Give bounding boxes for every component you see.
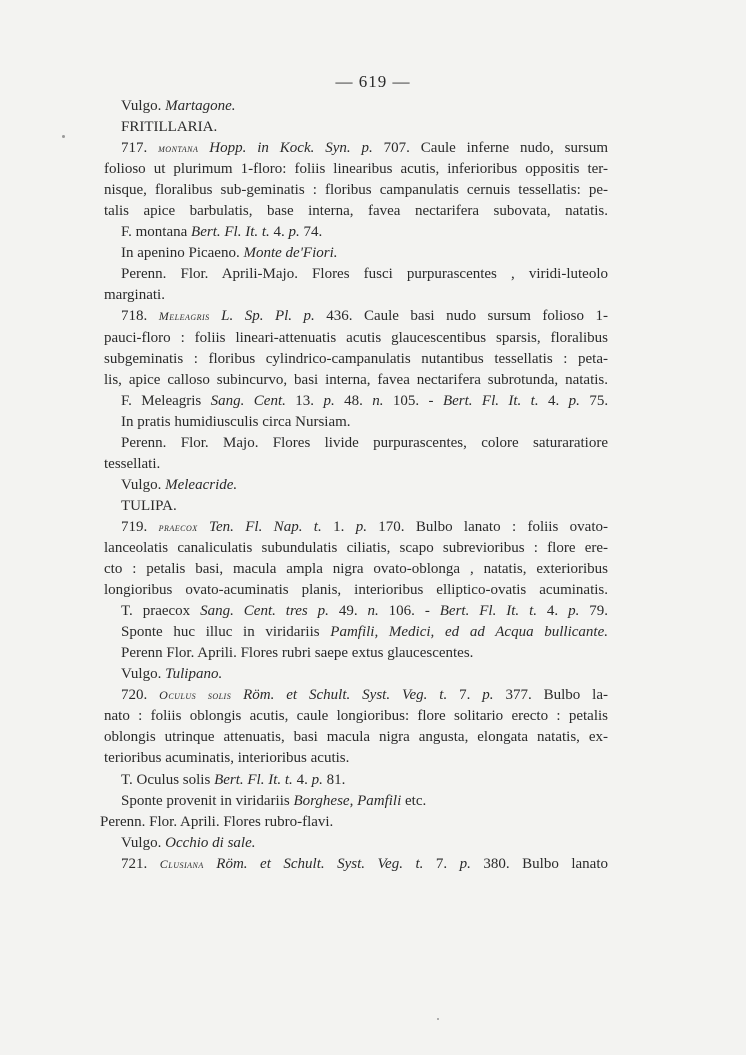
species-name: Oculus solis (159, 688, 232, 703)
text-line (104, 370, 608, 391)
text-run: 4. (296, 771, 312, 788)
italic-text: Monte de'Fiori. (243, 245, 338, 262)
text-run: Sponte provenit in viridariis (121, 792, 294, 809)
text-run: 718. (121, 308, 159, 325)
italic-text: p. (482, 687, 506, 704)
text-line (104, 96, 608, 117)
italic-text: L. Sp. Pl. p. (209, 308, 327, 325)
text-run: pauci-floro : foliis lineari-attenuatis acutis glaucescentibus sparsis, floralibus (104, 329, 608, 346)
text-run: 707. Caule inferne nudo, sursum (383, 140, 608, 157)
text-run: 7. (435, 855, 460, 872)
text-line (104, 580, 608, 601)
text-run: 7. (459, 687, 483, 704)
text-run: Vulgo. (121, 666, 166, 683)
italic-text: p. (355, 518, 379, 535)
text-run: FRITILLARIA. (121, 119, 218, 136)
text-line (104, 748, 608, 769)
text-line (104, 559, 608, 580)
text-run: 74. (303, 224, 323, 241)
text-line (104, 475, 608, 496)
species-name: Clusiana (159, 856, 204, 871)
text-run: cto : petalis basi, macula ampla nigra ovato-oblonga , natatis, exterioribus (104, 561, 608, 578)
italic-text: Hopp. in Kock. Syn. p. (198, 140, 384, 157)
text-run: 48. (344, 392, 373, 409)
text-run: 380. Bulbo lanato (483, 855, 608, 872)
text-line (104, 643, 608, 664)
text-line (104, 306, 608, 327)
text-line (104, 349, 608, 370)
species-name: montana (158, 141, 199, 156)
text-line (104, 622, 608, 643)
text-run: nisque, floralibus sub-geminatis : floribus campanulatis cernuis tessellatis: pe- (104, 182, 608, 199)
text-run: 81. (326, 771, 346, 788)
text-run: 75. (589, 392, 608, 409)
text-line (104, 391, 608, 412)
italic-text: n. (367, 603, 389, 620)
text-run: 719. (121, 518, 159, 535)
text-run: Vulgo. (121, 834, 166, 851)
italic-text: p. (568, 392, 590, 409)
text-run: Sponte huc illuc in viridariis (121, 624, 331, 641)
text-run: 4. (273, 224, 289, 241)
text-run: Perenn Flor. Aprili. Flores rubri saepe extus glaucescentes. (121, 645, 474, 662)
italic-text: Tulipano. (165, 666, 223, 683)
italic-text: Pamfili, Medici, ed ad Acqua bullicante. (330, 624, 608, 641)
italic-text: Martagone. (165, 98, 236, 114)
species-name: praecox (158, 519, 198, 534)
text-run: terioribus acuminatis, interioribus acutis. (104, 750, 350, 767)
text-line (104, 496, 608, 517)
text-line (104, 243, 608, 264)
text-line (104, 833, 608, 854)
text-line (100, 812, 608, 833)
text-run: T. praecox (121, 603, 201, 620)
text-run: F. Meleagris (121, 392, 211, 409)
text-line (104, 538, 608, 559)
text-line (104, 685, 608, 706)
italic-text: n. (372, 392, 393, 409)
text-run: lis, apice calloso subincurvo, basi interna, favea nectarifera subrotunda, natatis. (104, 371, 608, 388)
text-line (104, 285, 608, 306)
text-run: Vulgo. (121, 476, 166, 493)
text-line (104, 706, 608, 727)
text-run: 377. Bulbo la- (505, 687, 608, 704)
text-line (104, 412, 608, 433)
scan-speck (437, 1018, 439, 1020)
text-line (104, 517, 608, 538)
text-line (104, 201, 608, 222)
italic-text: Röm. et Schult. Syst. Veg. t. (231, 687, 460, 704)
text-run: 436. Caule basi nudo sursum folioso 1- (326, 308, 608, 325)
text-line (104, 664, 608, 685)
text-run: TULIPA. (121, 497, 177, 514)
text-run: longioribus ovato-acuminatis planis, interioribus elliptico-ovatis acuminatis. (104, 582, 608, 599)
italic-text: Meleacride. (165, 476, 238, 493)
text-run: 106. - (388, 603, 440, 620)
italic-text: p. (323, 392, 345, 409)
text-line (104, 791, 608, 812)
scan-speck (62, 135, 65, 138)
italic-text: p. (311, 771, 327, 788)
text-run: 721. (121, 855, 160, 872)
text-line (104, 264, 608, 285)
species-name: Meleagris (158, 309, 210, 324)
text-run: marginati. (104, 287, 165, 304)
text-run: etc. (401, 792, 427, 809)
text-run: 717. (121, 140, 159, 157)
italic-text: Bert. Fl. It. t. (191, 224, 274, 241)
text-run: 105. - (392, 392, 443, 409)
italic-text: Sang. Cent. tres p. (200, 603, 339, 620)
italic-text: Röm. et Schult. Syst. Veg. t. (203, 855, 436, 872)
text-run: nato : foliis oblongis acutis, caule longioribus: flore solitario erecto : petalis (104, 708, 608, 725)
text-run: 1. (333, 518, 356, 535)
text-run: 720. (121, 687, 160, 704)
text-line (104, 138, 608, 159)
text-run: 4. (548, 392, 569, 409)
text-line (104, 601, 608, 622)
italic-text: p. (288, 224, 304, 241)
italic-text: Borghese, Pamfili (293, 792, 402, 809)
text-line (104, 328, 608, 349)
italic-text: Sang. Cent. (210, 392, 296, 409)
text-line (104, 770, 608, 791)
text-run: 79. (589, 603, 608, 620)
text-run: subgeminatis : floribus cylindrico-campanulatis nutantibus tessellatis : peta- (104, 350, 608, 367)
text-run: In apenino Picaeno. (121, 245, 244, 262)
text-line (104, 159, 608, 180)
italic-text: Ten. Fl. Nap. t. (197, 518, 334, 535)
text-run: Perenn. Flor. Aprili-Majo. Flores fusci purpurascentes , viridi-luteolo (121, 266, 608, 283)
text-run: tessellati. (104, 455, 161, 472)
italic-text: Bert. Fl. It. t. (442, 392, 548, 409)
text-line (104, 727, 608, 748)
text-run: 13. (295, 392, 324, 409)
text-run: T. Oculus solis (121, 771, 215, 788)
text-run: 170. Bulbo lanato : foliis ovato- (378, 518, 608, 535)
text-line (104, 222, 608, 243)
text-run: lanceolatis canaliculatis subundulatis ciliatis, scapo subrevioribus : flore ere- (104, 539, 608, 556)
page-body-text (100, 96, 608, 875)
text-line (104, 854, 608, 875)
text-run: 4. (546, 603, 569, 620)
text-line (104, 180, 608, 201)
italic-text: p. (568, 603, 590, 620)
text-line (104, 433, 608, 454)
text-run: In pratis humidiusculis circa Nursiam. (121, 413, 351, 430)
text-run: talis apice barbulatis, base interna, favea nectarifera subovata, natatis. (104, 203, 608, 220)
page-number: — 619 — (335, 72, 411, 91)
italic-text: p. (459, 855, 484, 872)
italic-text: Occhio di sale. (165, 834, 256, 851)
text-run: 49. (338, 603, 368, 620)
text-line (104, 117, 608, 138)
text-run: Perenn. Flor. Majo. Flores livide purpurascentes, colore saturaratiore (121, 434, 608, 451)
text-run: Perenn. Flor. Aprili. Flores rubro-flavi. (100, 813, 334, 830)
italic-text: Bert. Fl. It. t. (214, 771, 297, 788)
text-run: Vulgo. (121, 98, 166, 114)
text-run: oblongis utrinque attenuatis, basi macula nigra angusta, elongata natatis, ex- (104, 729, 608, 746)
text-run: F. montana (121, 224, 192, 241)
text-run: folioso ut plurimum 1-floro: foliis linearibus acutis, inferioribus oppositis ter- (104, 161, 608, 178)
italic-text: Bert. Fl. It. t. (439, 603, 547, 620)
text-line (104, 454, 608, 475)
